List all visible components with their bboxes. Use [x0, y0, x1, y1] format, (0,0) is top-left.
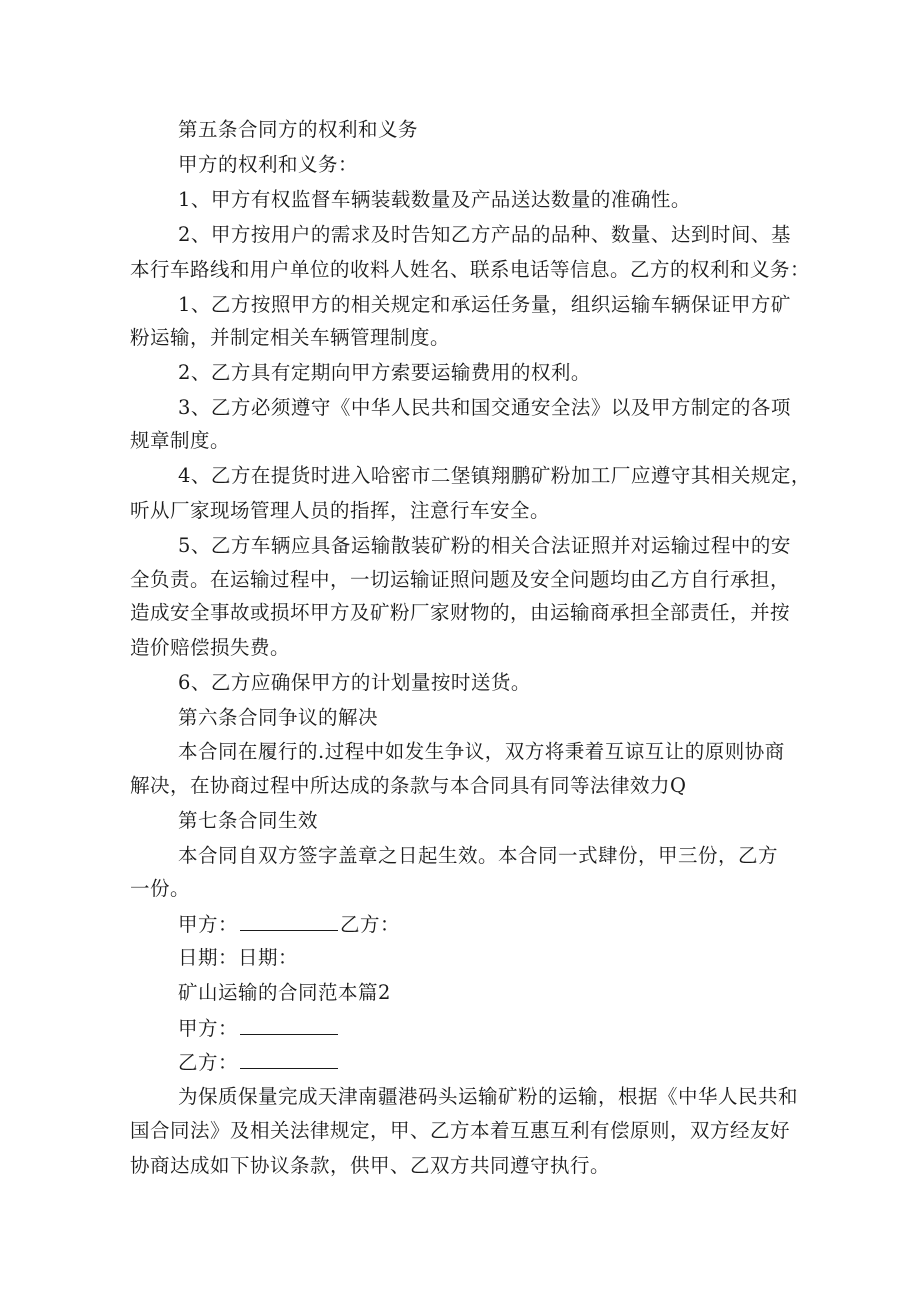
- text-line: 本行车路线和用户单位的收料人姓名、联系电话等信息。乙方的权利和义务：: [130, 258, 811, 281]
- party-a-line: 甲方：: [178, 1016, 920, 1041]
- text-line: 解决，在协商过程中所达成的条款与本合同具有同等法律效力Q: [130, 774, 687, 797]
- text-line: 为保质保量完成天津南疆港码头运输矿粉的运输，根据《中华人民共和: [178, 1085, 799, 1108]
- text-line: 粉运输，并制定相关车辆管理制度。: [130, 326, 451, 349]
- text-line: 1、甲方有权监督车辆装载数量及产品送达数量的准确性。: [178, 188, 691, 211]
- text-line: 5、乙方车辆应具备运输散装矿粉的相关合法证照并对运输过程中的安: [178, 534, 791, 557]
- text-line: 造成安全事故或损坏甲方及矿粉厂家财物的，由运输商承担全部责任，并按: [130, 601, 791, 624]
- text-line: 1、乙方按照甲方的相关规定和承运任务量，组织运输车辆保证甲方矿: [178, 293, 791, 316]
- text-line: 第五条合同方的权利和义务: [178, 118, 419, 141]
- signature-line-parties: 甲方： 乙方：: [178, 913, 401, 936]
- party-b-blank: [240, 1050, 338, 1069]
- text-line: 3、乙方必须遵守《中华人民共和国交通安全法》以及甲方制定的各项: [178, 396, 791, 419]
- text-line: 规章制度。: [130, 429, 231, 452]
- signature-blank: [240, 912, 338, 931]
- text-line: 一份。: [130, 877, 191, 900]
- section-heading: 第七条合同生效: [178, 809, 319, 832]
- text-line: 造价赔偿损失费。: [130, 636, 291, 659]
- date-line: 日期：日期：: [178, 946, 299, 969]
- text-line: 国合同法》及相关法律规定，甲、乙方本着互惠互利有偿原则，双方经友好: [130, 1119, 791, 1142]
- text-line: 全负责。在运输过程中，一切运输证照问题及安全问题均由乙方自行承担，: [130, 568, 791, 591]
- section-heading: 第六条合同争议的解决: [178, 706, 379, 729]
- text-line: 2、乙方具有定期向甲方索要运输费用的权利。: [178, 361, 591, 384]
- party-b-line: 乙方：: [178, 1050, 920, 1075]
- text-line: 协商达成如下协议条款，供甲、乙双方共同遵守执行。: [130, 1154, 611, 1177]
- text-line: 甲方的权利和义务：: [178, 153, 359, 176]
- text-line: 4、乙方在提货时进入哈密市二堡镇翔鹏矿粉加工厂应遵守其相关规定，: [178, 464, 811, 487]
- text-line: 本合同自双方签字盖章之日起生效。本合同一式肆份，甲三份，乙方: [178, 844, 779, 867]
- text-line: 听从厂家现场管理人员的指挥，注意行车安全。: [130, 499, 551, 522]
- text-line: 2、甲方按用户的需求及时告知乙方产品的品种、数量、达到时间、基: [178, 223, 791, 246]
- document-title: 矿山运输的合同范本篇2: [178, 981, 391, 1004]
- party-a-blank: [240, 1016, 338, 1035]
- text-line: 本合同在履行的.过程中如发生争议，双方将秉着互谅互让的原则协商: [178, 740, 785, 763]
- text-line: 6、乙方应确保甲方的计划量按时送货。: [178, 671, 531, 694]
